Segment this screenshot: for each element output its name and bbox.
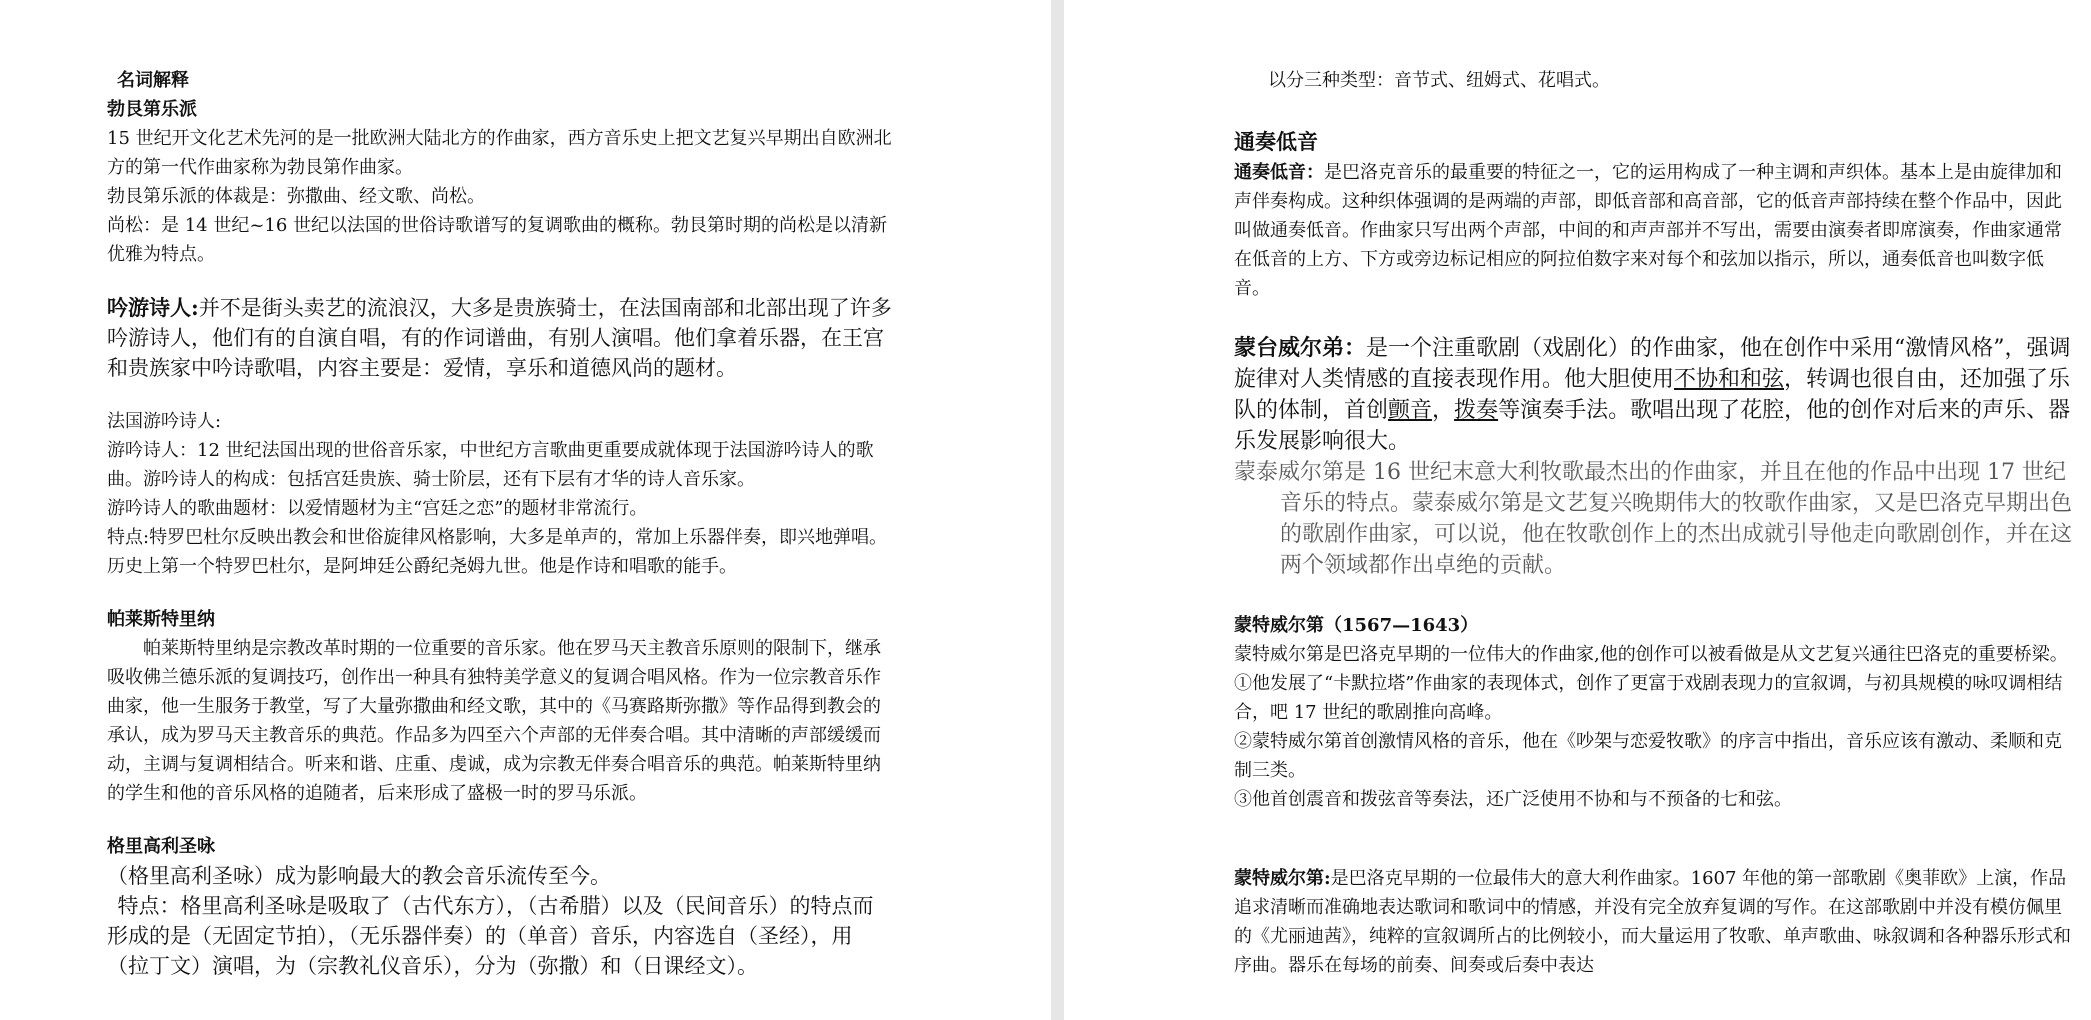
paragraph-monteverdi-style xyxy=(1234,333,2079,457)
monteverdi-text-d: 等演奏手法。歌唱出现了花腔，他的创作对后来的声乐、器乐发展影响很大。 xyxy=(1234,398,2071,454)
paragraph-chanson: 尚松：是 14 世纪~16 世纪以法国的世俗诗歌谱写的复调歌曲的概称。勃艮第时期的尚松是以清新优雅为特点。 xyxy=(107,215,888,265)
document-page-right xyxy=(1064,0,2091,1020)
term-basso-continuo: 通奏低音： xyxy=(1234,162,1324,183)
list-item-monteverdi-3: ③他首创震音和拨弦音等奏法，还广泛使用不协和与不预备的七和弦。 xyxy=(1234,789,1792,810)
paragraph-burgundy-genres: 勃艮第乐派的体裁是：弥撒曲、经文歌、尚松。 xyxy=(107,186,485,207)
paragraph-monteverdi-madrigal: 蒙泰威尔第是 16 世纪末意大利牧歌最杰出的作曲家，并且在他的作品中出现 17 世纪音乐的特点。蒙泰威尔第是文艺复兴晚期伟大的牧歌作曲家，又是巴洛克早期出色的歌剧作曲家，可以说，他在牧歌创作上的杰出成就引导他走向歌剧创作，并在这两个领域都作出卓绝的贡献。 xyxy=(1234,460,2073,578)
minstrel-text: 并不是街头卖艺的流浪汉，大多是贵族骑士，在法国南部和北部出现了许多吟游诗人，他们有的自演自唱，有的作词谱曲，有别人演唱。他们拿着乐器，在王宫和贵族家中吟诗歌唱，内容主要是：爱情，享乐和道德风尚的题材。 xyxy=(107,296,892,380)
underlined-pizzicato: 拨奏 xyxy=(1454,398,1499,423)
paragraph-palestrina: 帕莱斯特里纳是宗教改革时期的一位重要的音乐家。他在罗马天主教音乐原则的限制下，继承吸收佛兰德乐派的复调技巧，创作出一种具有独特美学意义的复调合唱风格。作为一位宗教音乐作曲家，他一生服务于教堂，写了大量弥撒曲和经文歌，其中的《马赛路斯弥撒》等作品得到教会的承认，成为罗马天主教音乐的典范。作品多为四至六个声部的无伴奏合唱。其中清晰的声部缓缓而动，主调与复调相结合。听来和谐、庄重、虔诚，成为宗教无伴奏合唱音乐的典范。帕莱斯特里纳的学生和他的音乐风格的追随者，后来形成了盛极一时的罗马乐派。 xyxy=(107,638,881,804)
paragraph-chant-types: 以分三种类型：音节式、纽姆式、花唱式。 xyxy=(1268,70,1610,91)
monteverdi-text-a: 是一个注重歌剧（戏剧化）的作曲家，他在创作中采用“激情风格”，强调旋律对人类情感的直接表现作用。他大胆使用 xyxy=(1234,336,2071,392)
section-heading-palestrina: 帕莱斯特里纳 xyxy=(107,609,215,630)
paragraph-monteverdi-intro: 蒙特威尔第是巴洛克早期的一位伟大的作曲家,他的创作可以被看做是从文艺复兴通往巴洛克的重要桥梁。 xyxy=(1234,644,2068,665)
paragraph-burgundy-intro: 15 世纪开文化艺术先河的是一批欧洲大陆北方的作曲家，西方音乐史上把文艺复兴早期出自欧洲北方的第一代作曲家称为勃艮第作曲家。 xyxy=(107,128,892,178)
section-heading-monteverdi-dates: 蒙特威尔第（1567—1643） xyxy=(1234,615,1479,636)
underlined-tremolo: 颤音 xyxy=(1388,398,1433,423)
section-heading-basso-continuo: 通奏低音 xyxy=(1234,129,1318,154)
monteverdi-orfeo-text: 是巴洛克早期的一位最伟大的意大利作曲家。1607 年他的第一部歌剧《奥菲欧》上演，作品追求清晰而准确地表达歌词和歌词中的情感，并没有完全放弃复调的写作。在这部歌剧中并没有模仿佩里的《尤丽迪茜》，纯粹的宣叙调所占的比例较小，而大量运用了牧歌、单声歌曲、咏叙调和各种器乐形式和序曲。器乐在每场的前奏、间奏或后奏中表达 xyxy=(1234,868,2071,976)
page-left-content xyxy=(107,66,892,981)
paragraph-basso-continuo xyxy=(1234,158,2079,303)
paragraph-troubadour-themes: 游吟诗人的歌曲题材：以爱情题材为主“宫廷之恋”的题材非常流行。 xyxy=(107,498,648,519)
list-item-monteverdi-2: ②蒙特威尔第首创激情风格的音乐，他在《吵架与恋爱牧歌》的序言中指出，音乐应该有激动、柔顺和克制三类。 xyxy=(1234,731,2062,781)
paragraph-minstrel xyxy=(107,293,892,383)
underlined-dissonant-chord: 不协和和弦 xyxy=(1674,367,1785,392)
list-item-monteverdi-1: ①他发展了“卡默拉塔”作曲家的表现体式，创作了更富于戏剧表现力的宣叙调，与初具规模的咏叹调相结合，吧 17 世纪的歌剧推向高峰。 xyxy=(1234,673,2063,723)
paragraph-troubadour-definition: 游吟诗人：12 世纪法国出现的世俗音乐家，中世纪方言歌曲更重要成就体现于法国游吟诗人的歌曲。游吟诗人的构成：包括宫廷贵族、骑士阶层，还有下层有才华的诗人音乐家。 xyxy=(107,440,874,490)
page-title: 名词解释 xyxy=(117,70,189,91)
paragraph-monteverdi-orfeo xyxy=(1234,864,2079,980)
term-minstrel: 吟游诗人: xyxy=(107,295,199,320)
monteverdi-text-c: ， xyxy=(1432,398,1455,423)
section-heading-gregorian: 格里高利圣咏 xyxy=(107,836,215,857)
term-monteverdi-2: 蒙特威尔第: xyxy=(1234,868,1331,889)
section-heading-burgundy: 勃艮第乐派 xyxy=(107,99,197,120)
paragraph-gregorian-features: 特点：格里高利圣咏是吸取了（古代东方），（古希腊）以及（民间音乐）的特点而形成的是（无固定节拍），（无乐器伴奏）的（单音）音乐，内容选自（圣经），用（拉丁文）演唱，为（宗教礼仪音乐），分为（弥撒）和（日课经文）。 xyxy=(107,894,874,978)
term-monteverdi: 蒙台威尔弟： xyxy=(1234,335,1367,361)
paragraph-troubadour-features: 特点:特罗巴杜尔反映出教会和世俗旋律风格影响，大多是单声的，常加上乐器伴奏，即兴地弹唱。历史上第一个特罗巴杜尔，是阿坤廷公爵纪尧姆九世。他是作诗和唱歌的能手。 xyxy=(107,527,888,577)
monteverdi-text-b: ，转调也很自由，还加强了乐队的体制，首创 xyxy=(1234,367,2071,423)
page-right-content xyxy=(1234,66,2079,980)
basso-continuo-text: 是巴洛克音乐的最重要的特征之一，它的运用构成了一种主调和声织体。基本上是由旋律加和声伴奏构成。这种织体强调的是两端的声部，即低音部和高音部，它的低音声部持续在整个作品中，因此叫做通奏低音。作曲家只写出两个声部，中间的和声声部并不写出，需要由演奏者即席演奏，作曲家通常在低音的上方、下方或旁边标记相应的阿拉伯数字来对每个和弦加以指示，所以，通奏低音也叫数字低音。 xyxy=(1234,162,2062,299)
paragraph-gregorian-intro: （格里高利圣咏）成为影响最大的教会音乐流传至今。 xyxy=(107,864,611,888)
section-heading-french-troubadour: 法国游吟诗人: xyxy=(107,411,222,432)
